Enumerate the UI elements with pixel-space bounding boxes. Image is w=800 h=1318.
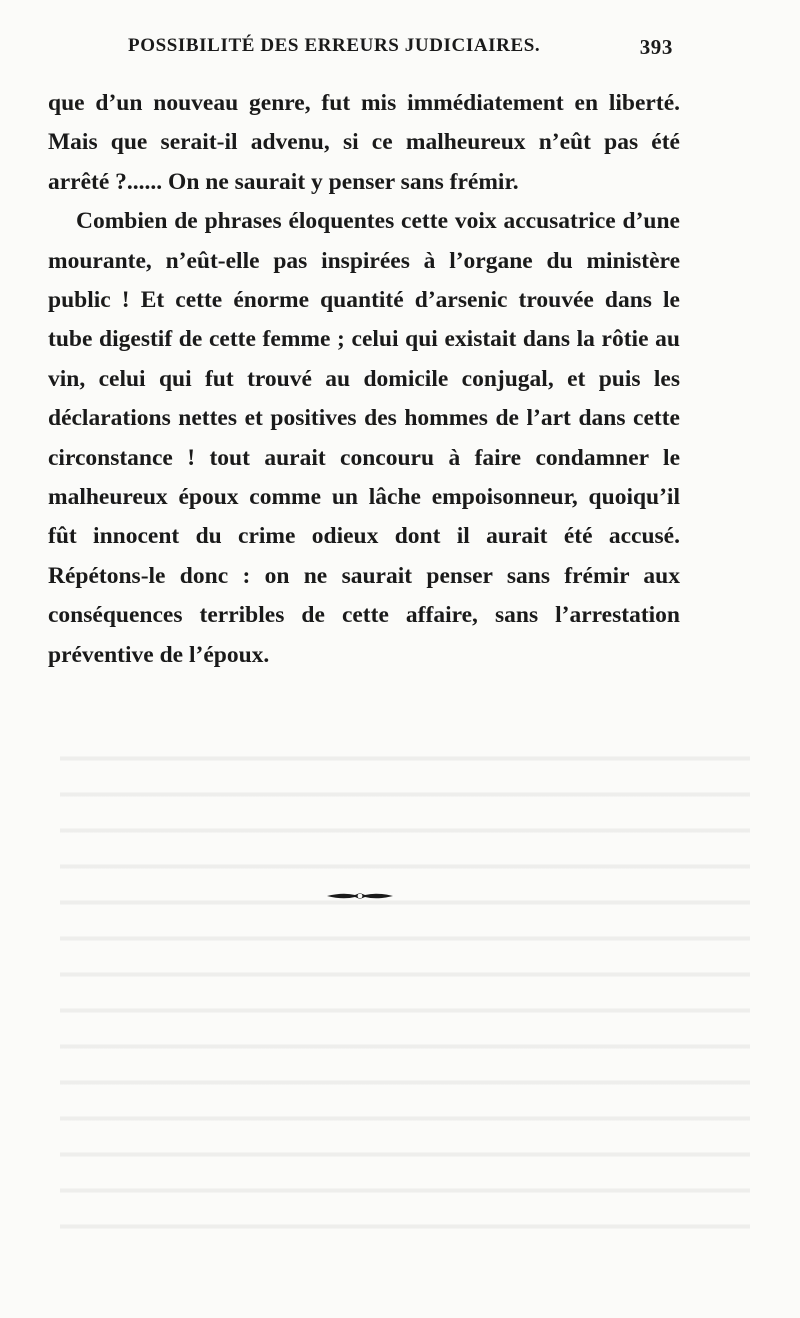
- page-header: [128, 35, 673, 67]
- show-through-text: [60, 730, 750, 1250]
- body-text: [48, 84, 680, 675]
- paragraph: Combien de phrases éloquentes cette voix accusatrice d’une mourante, n’eût-elle pas inspirées à l’organe du ministère public ! Et cette énorme quantité d’arsenic trouvée dans le tube digestif de cette femme ; celui qui existait dans la rôtie au vin, celui qui fut trouvé au domicile conjugal, et puis les déclarations nettes et positives des hommes de l’art dans cette circonstance ! tout aurait concouru à faire condamner le malheureux époux comme un lâche empoisonneur, quoiqu’il fût innocent du crime odieux dont il aurait été accusé. Répétons-le donc : on ne saurait penser sans frémir aux conséquences terribles de cette affaire, sans l’arrestation préventive de l’époux.: [48, 208, 680, 668]
- paragraph-continued: que d’un nouveau genre, fut mis immédiatement en liberté. Mais que serait-il advenu, si ce malheureux n’eût pas été arrêté ?...... On ne saurait y penser sans frémir.: [48, 90, 680, 195]
- page-number: 393: [639, 35, 673, 59]
- fleuron-divider-icon: [325, 891, 395, 901]
- running-title: POSSIBILITÉ DES ERREURS JUDICIAIRES.: [128, 35, 541, 56]
